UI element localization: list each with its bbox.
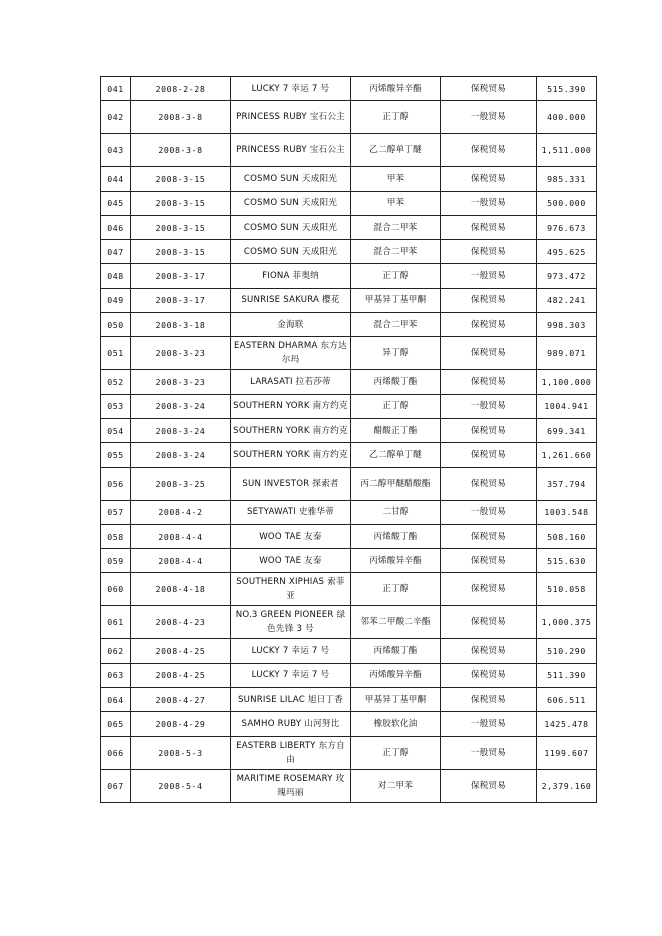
row-product: 正丁醇 [351, 394, 441, 418]
row-number: 064 [101, 688, 131, 712]
row-quantity: 1,511.000 [537, 134, 597, 167]
row-vessel: COSMO SUN 天成阳光 [231, 215, 351, 239]
row-number: 065 [101, 712, 131, 736]
row-trade-type: 保税贸易 [441, 240, 537, 264]
row-product: 异丁醇 [351, 337, 441, 370]
row-quantity: 1004.941 [537, 394, 597, 418]
row-trade-type: 一般贸易 [441, 712, 537, 736]
row-date: 2008-3-8 [131, 101, 231, 134]
row-trade-type: 保税贸易 [441, 215, 537, 239]
row-number: 049 [101, 288, 131, 312]
row-vessel: WOO TAE 友泰 [231, 524, 351, 548]
row-product: 正丁醇 [351, 736, 441, 769]
row-product: 丙二醇甲醚醋酸酯 [351, 467, 441, 500]
table-row [101, 337, 597, 370]
row-trade-type: 一般贸易 [441, 191, 537, 215]
table-row [101, 418, 597, 442]
row-product: 二甘醇 [351, 500, 441, 524]
row-quantity: 1425.478 [537, 712, 597, 736]
row-vessel: SOUTHERN XIPHIAS 索菲亚 [231, 573, 351, 606]
row-quantity: 495.625 [537, 240, 597, 264]
table-row [101, 264, 597, 288]
table-row [101, 191, 597, 215]
row-product: 甲苯 [351, 167, 441, 191]
row-quantity: 500.000 [537, 191, 597, 215]
row-vessel: PRINCESS RUBY 宝石公主 [231, 134, 351, 167]
row-quantity: 1,261.660 [537, 443, 597, 467]
row-vessel: COSMO SUN 天成阳光 [231, 240, 351, 264]
row-number: 053 [101, 394, 131, 418]
row-trade-type: 保税贸易 [441, 467, 537, 500]
row-trade-type: 保税贸易 [441, 418, 537, 442]
row-trade-type: 保税贸易 [441, 337, 537, 370]
row-quantity: 510.290 [537, 639, 597, 663]
row-quantity: 1199.607 [537, 736, 597, 769]
table-row [101, 500, 597, 524]
row-date: 2008-4-29 [131, 712, 231, 736]
row-vessel: SUN INVESTOR 探索者 [231, 467, 351, 500]
row-date: 2008-4-25 [131, 663, 231, 687]
table-row [101, 606, 597, 639]
row-product: 橡胶软化油 [351, 712, 441, 736]
row-product: 混合二甲苯 [351, 215, 441, 239]
row-number: 048 [101, 264, 131, 288]
row-vessel: COSMO SUN 天成阳光 [231, 191, 351, 215]
row-date: 2008-3-18 [131, 313, 231, 337]
row-vessel: SUNRISE LILAC 旭日丁香 [231, 688, 351, 712]
row-vessel: LUCKY 7 幸运 7 号 [231, 639, 351, 663]
row-trade-type: 保税贸易 [441, 370, 537, 394]
table-row [101, 77, 597, 101]
table-row [101, 313, 597, 337]
row-date: 2008-3-25 [131, 467, 231, 500]
row-vessel: COSMO SUN 天成阳光 [231, 167, 351, 191]
row-date: 2008-3-17 [131, 288, 231, 312]
row-number: 054 [101, 418, 131, 442]
table-row [101, 370, 597, 394]
row-trade-type: 保税贸易 [441, 288, 537, 312]
row-product: 丙烯酸丁酯 [351, 370, 441, 394]
row-product: 甲基异丁基甲酮 [351, 288, 441, 312]
row-date: 2008-5-4 [131, 769, 231, 802]
row-trade-type: 保税贸易 [441, 313, 537, 337]
row-number: 061 [101, 606, 131, 639]
row-quantity: 985.331 [537, 167, 597, 191]
row-vessel: SAMHO RUBY 山河努比 [231, 712, 351, 736]
row-trade-type: 一般贸易 [441, 394, 537, 418]
row-product: 甲苯 [351, 191, 441, 215]
row-number: 041 [101, 77, 131, 101]
row-product: 邻苯二甲酸二辛酯 [351, 606, 441, 639]
row-number: 066 [101, 736, 131, 769]
row-trade-type: 保税贸易 [441, 769, 537, 802]
row-quantity: 976.673 [537, 215, 597, 239]
row-product: 乙二醇单丁醚 [351, 443, 441, 467]
table-row [101, 288, 597, 312]
row-trade-type: 一般贸易 [441, 264, 537, 288]
table-row [101, 134, 597, 167]
row-quantity: 357.794 [537, 467, 597, 500]
row-number: 044 [101, 167, 131, 191]
row-date: 2008-4-4 [131, 549, 231, 573]
row-date: 2008-3-15 [131, 215, 231, 239]
row-date: 2008-4-25 [131, 639, 231, 663]
table-row [101, 663, 597, 687]
row-trade-type: 一般贸易 [441, 500, 537, 524]
table-row [101, 712, 597, 736]
row-product: 对二甲苯 [351, 769, 441, 802]
row-trade-type: 保税贸易 [441, 77, 537, 101]
row-number: 058 [101, 524, 131, 548]
row-date: 2008-3-15 [131, 191, 231, 215]
row-product: 丙烯酸异辛酯 [351, 77, 441, 101]
row-trade-type: 保税贸易 [441, 443, 537, 467]
row-date: 2008-4-23 [131, 606, 231, 639]
row-number: 056 [101, 467, 131, 500]
row-vessel: PRINCESS RUBY 宝石公主 [231, 101, 351, 134]
row-quantity: 606.511 [537, 688, 597, 712]
row-vessel: FIONA 菲奥纳 [231, 264, 351, 288]
row-quantity: 1,000.375 [537, 606, 597, 639]
row-trade-type: 一般贸易 [441, 101, 537, 134]
table-row [101, 688, 597, 712]
row-date: 2008-3-23 [131, 370, 231, 394]
row-vessel: 金海联 [231, 313, 351, 337]
row-product: 醋酸正丁酯 [351, 418, 441, 442]
row-date: 2008-4-27 [131, 688, 231, 712]
row-quantity: 515.630 [537, 549, 597, 573]
row-date: 2008-3-15 [131, 167, 231, 191]
row-quantity: 482.241 [537, 288, 597, 312]
row-number: 046 [101, 215, 131, 239]
row-vessel: NO.3 GREEN PIONEER 绿色先锋 3 号 [231, 606, 351, 639]
row-vessel: EASTERB LIBERTY 东方自由 [231, 736, 351, 769]
row-product: 正丁醇 [351, 101, 441, 134]
table-row [101, 215, 597, 239]
row-date: 2008-3-15 [131, 240, 231, 264]
row-date: 2008-3-24 [131, 418, 231, 442]
row-vessel: SUNRISE SAKURA 樱花 [231, 288, 351, 312]
row-trade-type: 保税贸易 [441, 549, 537, 573]
row-trade-type: 保税贸易 [441, 688, 537, 712]
row-quantity: 699.341 [537, 418, 597, 442]
row-quantity: 515.390 [537, 77, 597, 101]
row-product: 混合二甲苯 [351, 240, 441, 264]
row-trade-type: 一般贸易 [441, 736, 537, 769]
row-vessel: SETYAWATI 史雅华蒂 [231, 500, 351, 524]
table-row [101, 101, 597, 134]
row-date: 2008-3-24 [131, 443, 231, 467]
row-vessel: MARITIME ROSEMARY 玫瑰玛丽 [231, 769, 351, 802]
table-body [101, 77, 597, 803]
table-row [101, 394, 597, 418]
shipment-table [100, 76, 597, 803]
row-vessel: WOO TAE 友泰 [231, 549, 351, 573]
row-date: 2008-3-23 [131, 337, 231, 370]
row-quantity: 989.071 [537, 337, 597, 370]
row-quantity: 1,100.000 [537, 370, 597, 394]
row-trade-type: 保税贸易 [441, 573, 537, 606]
row-quantity: 508.160 [537, 524, 597, 548]
row-product: 正丁醇 [351, 573, 441, 606]
row-vessel: EASTERN DHARMA 东方达尔玛 [231, 337, 351, 370]
row-vessel: LARASATI 拉若莎蒂 [231, 370, 351, 394]
row-quantity: 2,379.160 [537, 769, 597, 802]
row-number: 052 [101, 370, 131, 394]
row-trade-type: 保税贸易 [441, 167, 537, 191]
row-number: 059 [101, 549, 131, 573]
row-date: 2008-4-4 [131, 524, 231, 548]
table-row [101, 736, 597, 769]
row-number: 060 [101, 573, 131, 606]
table-row [101, 769, 597, 802]
row-product: 丙烯酸丁酯 [351, 639, 441, 663]
row-product: 丙烯酸异辛酯 [351, 663, 441, 687]
row-vessel: SOUTHERN YORK 南方约克 [231, 418, 351, 442]
row-number: 067 [101, 769, 131, 802]
row-vessel: LUCKY 7 幸运 7 号 [231, 77, 351, 101]
row-product: 丙烯酸丁酯 [351, 524, 441, 548]
row-trade-type: 保税贸易 [441, 524, 537, 548]
table-row [101, 467, 597, 500]
row-product: 丙烯酸异辛酯 [351, 549, 441, 573]
row-vessel: SOUTHERN YORK 南方约克 [231, 394, 351, 418]
row-trade-type: 保税贸易 [441, 134, 537, 167]
table-row [101, 524, 597, 548]
row-number: 045 [101, 191, 131, 215]
row-quantity: 973.472 [537, 264, 597, 288]
row-number: 043 [101, 134, 131, 167]
row-number: 050 [101, 313, 131, 337]
table-row [101, 240, 597, 264]
row-trade-type: 保税贸易 [441, 639, 537, 663]
row-number: 042 [101, 101, 131, 134]
table-row [101, 639, 597, 663]
row-trade-type: 保税贸易 [441, 606, 537, 639]
row-date: 2008-3-24 [131, 394, 231, 418]
row-date: 2008-4-2 [131, 500, 231, 524]
row-vessel: LUCKY 7 幸运 7 号 [231, 663, 351, 687]
row-number: 063 [101, 663, 131, 687]
table-row [101, 167, 597, 191]
row-quantity: 400.000 [537, 101, 597, 134]
row-quantity: 510.058 [537, 573, 597, 606]
row-product: 混合二甲苯 [351, 313, 441, 337]
row-date: 2008-2-28 [131, 77, 231, 101]
row-number: 047 [101, 240, 131, 264]
table-row [101, 443, 597, 467]
row-number: 051 [101, 337, 131, 370]
row-product: 乙二醇单丁醚 [351, 134, 441, 167]
row-date: 2008-5-3 [131, 736, 231, 769]
row-quantity: 998.303 [537, 313, 597, 337]
table-row [101, 549, 597, 573]
row-number: 055 [101, 443, 131, 467]
row-quantity: 1003.548 [537, 500, 597, 524]
row-product: 甲基异丁基甲酮 [351, 688, 441, 712]
row-date: 2008-3-8 [131, 134, 231, 167]
row-date: 2008-3-17 [131, 264, 231, 288]
row-quantity: 511.390 [537, 663, 597, 687]
row-date: 2008-4-18 [131, 573, 231, 606]
row-number: 062 [101, 639, 131, 663]
row-product: 正丁醇 [351, 264, 441, 288]
row-number: 057 [101, 500, 131, 524]
row-trade-type: 保税贸易 [441, 663, 537, 687]
table-row [101, 573, 597, 606]
row-vessel: SOUTHERN YORK 南方约克 [231, 443, 351, 467]
